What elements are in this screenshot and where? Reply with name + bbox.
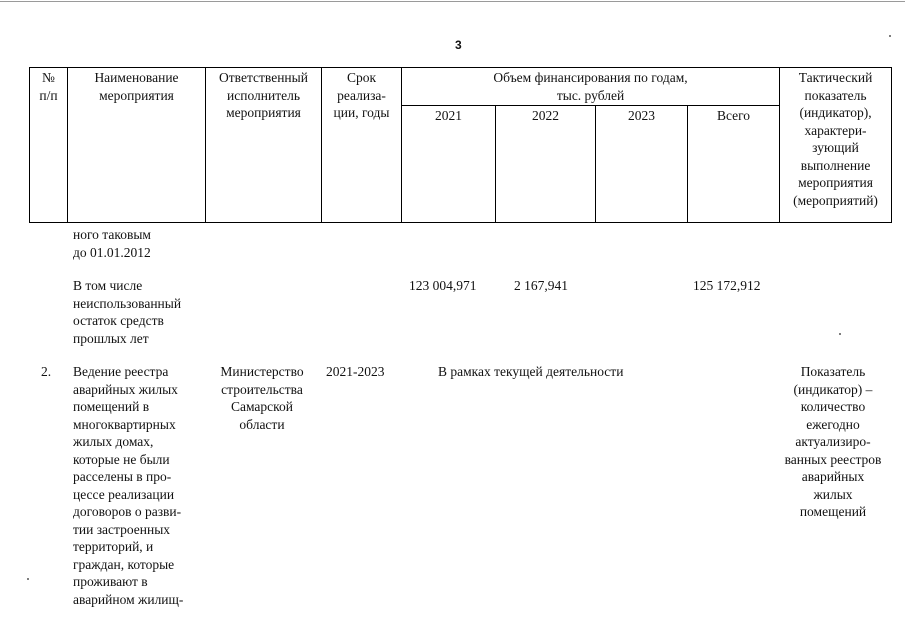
item2-indicator: Показатель (индикатор) – количество ежегодно актуализиро- ванных реестров аварийных жилых помещений [784, 364, 882, 519]
item2-executor: Министерство строительства Самарской области [220, 364, 304, 432]
item2-name: Ведение реестра аварийных жилых помещений в многоквартирных жилых домах, которые не были расселены в про- цессе реализации договоров о разви- тии застроенных территорий, и граждан, которые проживают в аварийном жилищ- [73, 364, 184, 607]
header-num: № п/п [30, 68, 68, 223]
continued-name: ного таковым до 01.01.2012 [73, 227, 151, 260]
page-number: 3 [455, 38, 462, 52]
scan-speck [889, 35, 891, 37]
unused-total: 125 172,912 [693, 278, 761, 293]
unused-2021: 123 004,971 [409, 278, 477, 293]
header-funding: Объем финансирования по годам, тыс. рублей [402, 68, 780, 106]
header-2022: 2022 [496, 106, 596, 223]
header-2023: 2023 [596, 106, 688, 223]
header-executor: Ответственный исполнитель мероприятия [206, 68, 322, 223]
item2-term: 2021-2023 [326, 364, 385, 379]
header-2021: 2021 [402, 106, 496, 223]
scan-speck [27, 578, 29, 580]
table-header [29, 67, 892, 223]
page-top-edge [0, 1, 905, 2]
unused-name: В том числе неиспользованный остаток средств прошлых лет [73, 278, 182, 346]
item2-num: 2. [41, 364, 52, 379]
header-total: Всего [688, 106, 780, 223]
unused-2022: 2 167,941 [514, 278, 568, 293]
item2-funding: В рамках текущей деятельности [438, 364, 624, 379]
scan-speck [839, 333, 841, 335]
header-indicator: Тактический показатель (индикатор), характери- зующий выполнение мероприятия (мероприятий) [780, 68, 892, 223]
header-term: Срок реализа- ции, годы [322, 68, 402, 223]
header-name: Наименование мероприятия [68, 68, 206, 223]
